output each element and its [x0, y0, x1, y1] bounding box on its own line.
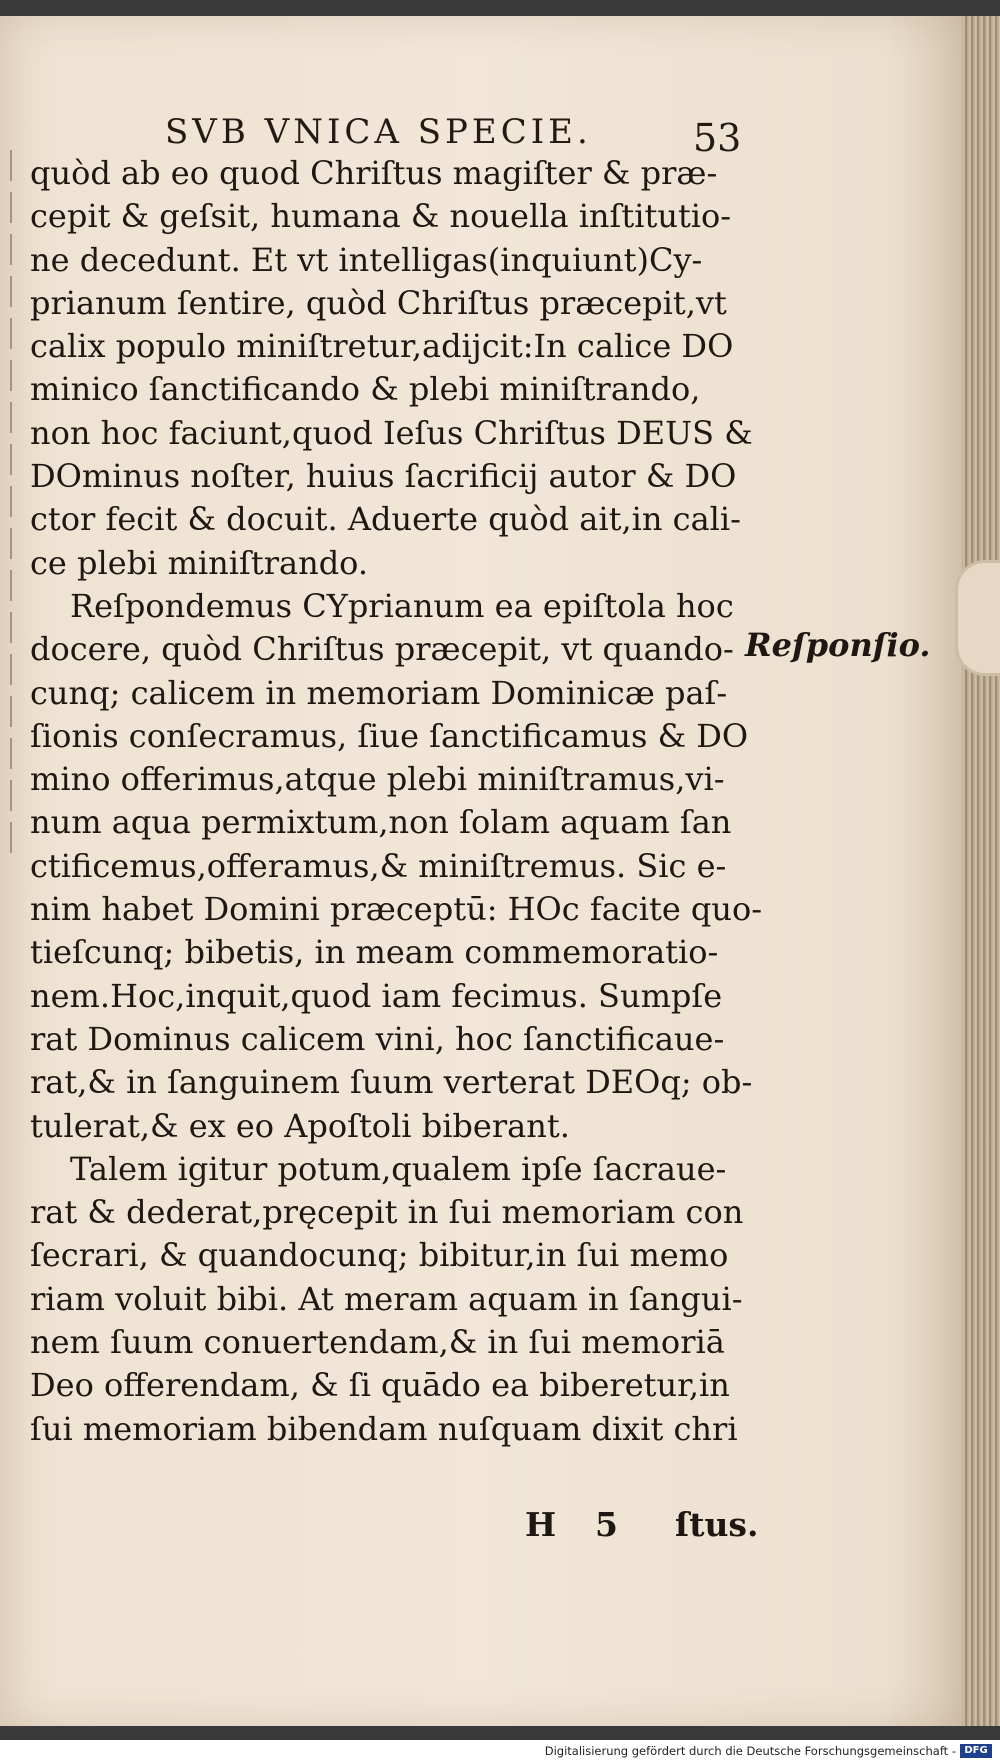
facing-page-gutter [4, 150, 18, 1350]
text-line: riam voluit bibi. At meram aquam in ſangui- [30, 1279, 743, 1318]
text-line: non hoc faciunt,quod Ieſus Chriſtus DEUS & [30, 413, 753, 452]
text-line: ce plebi miniſtrando. [30, 543, 369, 582]
footer-credit: Digitalisierung gefördert durch die Deutsche Forschungsgemeinschaft - [544, 1744, 956, 1758]
text-line: rat Dominus calicem vini, hoc ſanctificaue- [30, 1019, 725, 1058]
text-line: calix populo miniſtretur,adijcit:In calice DO [30, 327, 734, 366]
text-line: Reſpondemus CYprianum ea epiſtola hoc [70, 586, 734, 625]
text-line: DOminus noſter, huius ſacrificij autor & DO [30, 457, 737, 496]
text-line: ctor fecit & docuit. Aduerte quòd ait,in cali- [30, 500, 741, 539]
book-clasp [955, 560, 1000, 676]
text-line: ſui memoriam bibendam nuſquam dixit chri [30, 1409, 738, 1448]
page-edges [962, 16, 1000, 1726]
text-line: mino offerimus,atque plebi miniſtramus,vi- [30, 760, 725, 799]
text-line: cunq; calicem in memoriam Dominicæ paſ- [30, 673, 728, 712]
signature-number: 5 [595, 1505, 618, 1544]
text-line: quòd ab eo quod Chriſtus magiſter & præ- [30, 154, 718, 192]
body-text [30, 152, 770, 1451]
text-line: nim habet Domini præceptū: HOc facite quo- [30, 890, 763, 929]
running-title: SVB VNICA SPECIE. [165, 112, 592, 152]
text-line: docere, quòd Chriſtus præcepit, vt quando- [30, 630, 734, 669]
text-line: prianum ſentire, quòd Chriſtus præcepit,vt [30, 283, 727, 322]
signature-mark: H [525, 1505, 557, 1544]
text-line: cepit & geſsit, humana & nouella inſtitutio- [30, 197, 732, 236]
text-line: ſionis conſecramus, ſiue ſanctificamus & DO [30, 716, 749, 755]
text-line: minico ſanctificando & plebi miniſtrando, [30, 370, 701, 409]
text-line: nem.Hoc,inquit,quod iam fecimus. Sumpſe [30, 976, 723, 1015]
text-line: Talem igitur potum,qualem ipſe ſacraue- [70, 1149, 727, 1188]
text-line: num aqua permixtum,non ſolam aquam ſan [30, 803, 732, 842]
marginal-note: Reſponſio. [745, 626, 931, 664]
page-number: 53 [693, 116, 742, 160]
text-line: ſecrari, & quandocunq; bibitur,in ſui memo [30, 1236, 729, 1275]
text-line: tulerat,& ex eo Apoſtoli biberant. [30, 1106, 570, 1145]
text-line: Deo offerendam, & ſi quādo ea biberetur,in [30, 1366, 730, 1405]
catchword: ſtus. [675, 1505, 759, 1544]
text-line: rat & dederat,pręcepit in ſui memoriam con [30, 1193, 744, 1232]
dfg-logo: DFG [960, 1744, 992, 1758]
text-line: rat,& in ſanguinem ſuum verterat DEOq; ob- [30, 1063, 753, 1102]
text-line: ctificemus,offeramus,& miniſtremus. Sic e- [30, 846, 727, 885]
footer-bar [0, 1740, 1000, 1764]
text-line: tieſcunq; bibetis, in meam commemoratio- [30, 933, 719, 972]
text-line: nem ſuum conuertendam,& in ſui memoriā [30, 1323, 725, 1362]
text-line: ne decedunt. Et vt intelligas(inquiunt)Cy- [30, 240, 703, 279]
